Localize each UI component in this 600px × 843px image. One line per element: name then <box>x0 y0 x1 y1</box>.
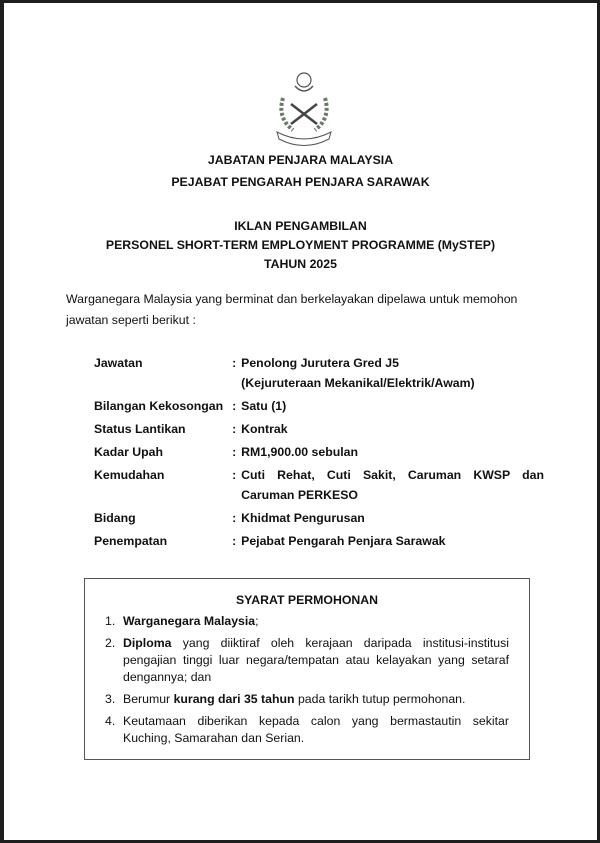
detail-value-penempatan: Pejabat Pengarah Penjara Sarawak <box>241 534 446 548</box>
colon: : <box>232 534 237 548</box>
detail-value-bilangan: Satu (1) <box>241 399 287 413</box>
detail-value-upah: RM1,900.00 sebulan <box>241 445 359 459</box>
detail-value-status: Kontrak <box>241 422 288 436</box>
value-line: (Kejuruteraan Mekanikal/Elektrik/Awam) <box>241 376 475 390</box>
job-details-table <box>94 353 544 551</box>
requirement-item <box>105 635 509 686</box>
value-line: Caruman PERKESO <box>241 488 358 502</box>
item-text: Keutamaan diberikan kepada calon yang bermastautin sekitar Kuching, Samarahan dan Serian. <box>123 714 509 745</box>
item-number: 2. <box>105 636 116 650</box>
detail-label-kemudahan: Kemudahan <box>94 468 165 482</box>
value-line: Cuti Rehat, Cuti Sakit, Caruman KWSP dan <box>241 468 544 482</box>
detail-label-upah: Kadar Upah <box>94 445 164 459</box>
office-name: PEJABAT PENGARAH PENJARA SARAWAK <box>171 175 430 189</box>
requirement-item <box>105 713 509 747</box>
prison-department-crest-logo <box>269 68 339 148</box>
intro-line: Warganegara Malaysia yang berminat dan berkelayakan dipelawa untuk memohon <box>66 292 518 306</box>
colon: : <box>232 399 237 413</box>
colon: : <box>232 511 237 525</box>
ad-title: IKLAN PENGAMBILAN <box>234 219 367 233</box>
requirement-item <box>105 691 509 708</box>
requirement-item <box>105 613 509 630</box>
colon: : <box>232 356 237 370</box>
detail-label-penempatan: Penempatan <box>94 534 168 548</box>
text: pada tarikh tutup permohonan. <box>294 692 466 706</box>
detail-value-kemudahan <box>241 465 544 505</box>
text: yang diiktiraf oleh kerajaan daripada institusi-institusi pengajian tinggi luar negara/tempatan atau kelayakan yang setaraf dengannya; dan <box>123 636 509 684</box>
item-number: 3. <box>105 692 116 706</box>
text: ; <box>255 614 259 628</box>
detail-label-jawatan: Jawatan <box>94 356 143 370</box>
item-number: 1. <box>105 614 116 628</box>
requirements-title: SYARAT PERMOHONAN <box>235 593 379 607</box>
intro-paragraph <box>66 289 551 331</box>
intro-line: jawatan seperti berikut : <box>66 313 196 327</box>
detail-value-bidang: Khidmat Pengurusan <box>241 511 365 525</box>
year: TAHUN 2025 <box>264 257 337 271</box>
detail-label-bidang: Bidang <box>94 511 136 525</box>
detail-value-jawatan <box>241 353 544 393</box>
document-page <box>4 3 597 840</box>
department-name: JABATAN PENJARA MALAYSIA <box>207 153 394 167</box>
colon: : <box>232 422 237 436</box>
requirements-box <box>84 578 530 760</box>
detail-label-status: Status Lantikan <box>94 422 186 436</box>
item-text <box>123 635 509 686</box>
text: Berumur <box>123 692 174 706</box>
bold-text: kurang dari 35 tahun <box>173 692 295 706</box>
programme-title: PERSONEL SHORT-TERM EMPLOYMENT PROGRAMME (MySTEP) <box>105 238 496 252</box>
bold-text: Warganegara Malaysia <box>123 614 256 628</box>
item-text <box>123 691 509 708</box>
item-text <box>123 613 509 630</box>
colon: : <box>232 445 237 459</box>
bold-text: Diploma <box>123 636 172 650</box>
value-line: Penolong Jurutera Gred J5 <box>241 356 399 370</box>
colon: : <box>232 468 237 482</box>
item-number: 4. <box>105 714 116 728</box>
detail-label-bilangan: Bilangan Kekosongan <box>94 399 224 413</box>
